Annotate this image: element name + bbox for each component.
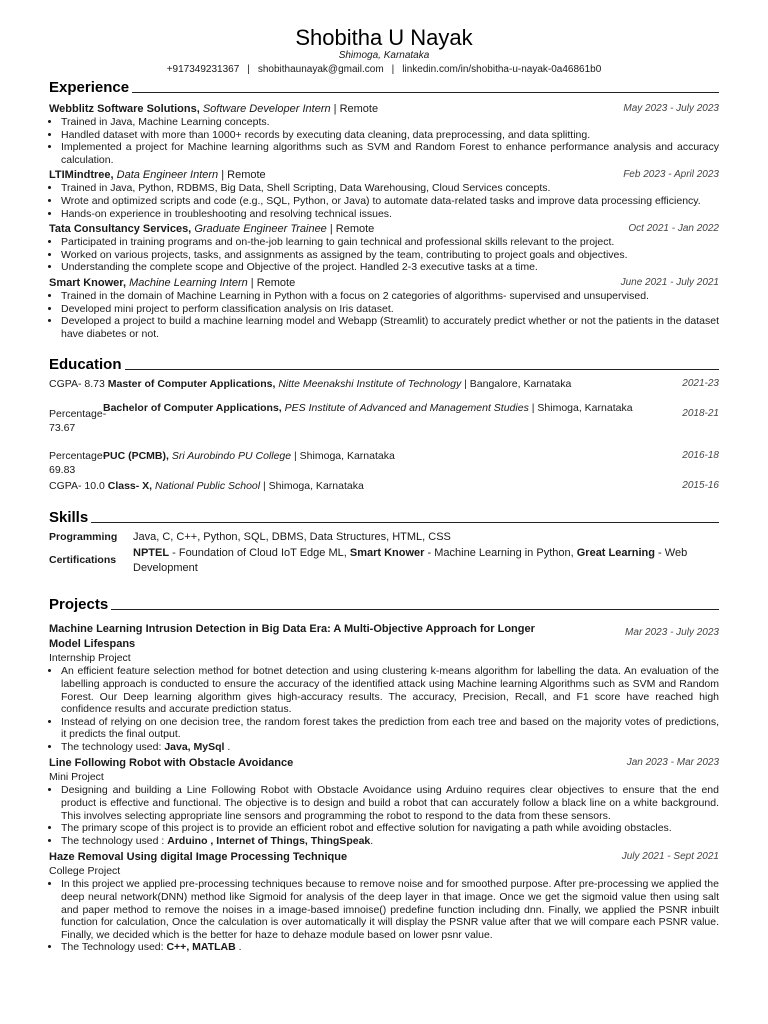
institution-name: National Public School xyxy=(155,480,261,493)
bullet-item: • Wrote and optimized scripts and code (e.g., SQL, Python, or Java) to automate data-related tasks and improve data processing efficiency. xyxy=(61,195,719,208)
bullet-item: • Understanding the complete scope and Objective of the project. Handled 2-3 executive tasks at a time. xyxy=(61,261,719,274)
bullet-list xyxy=(49,236,719,274)
company-name: Tata Consultancy Services, xyxy=(49,223,192,236)
candidate-location: Shimoga, Karnataka xyxy=(338,50,430,61)
section-title: Education xyxy=(49,356,122,374)
company-name: LTIMindtree, xyxy=(49,169,114,182)
bullet-item: • Participated in training programs and on-the-job learning to gain technical and professional skills relevant to the project. xyxy=(61,236,719,249)
education-entry xyxy=(49,377,719,391)
bullet-item: • Developed mini project to perform classification analysis on Iris dataset. xyxy=(61,303,719,316)
candidate-name: Shobitha U Nayak xyxy=(295,25,473,50)
education-heading xyxy=(49,356,719,373)
education-score: Percentage- 69.83 xyxy=(49,450,107,477)
section-title: Skills xyxy=(49,509,89,527)
bullet-list xyxy=(49,878,719,954)
bullet-item: • Implemented a project for Machine learning algorithms such as SVM and Random Forest to enhance performance analysis and accuracy calculation. xyxy=(61,141,719,166)
bullet-list xyxy=(49,116,719,166)
entry-title xyxy=(49,276,295,290)
section-title: Experience xyxy=(49,79,130,96)
education-details xyxy=(49,479,649,493)
degree-name: Class- X, xyxy=(107,480,153,493)
experience-entry xyxy=(49,222,719,274)
project-type: Mini Project xyxy=(49,771,104,784)
section-rule xyxy=(91,522,719,523)
cert-org: Smart Knower xyxy=(349,547,425,560)
work-mode: | Remote xyxy=(221,169,266,182)
tech-label: The Technology used: xyxy=(61,941,164,954)
bullet-list xyxy=(49,665,719,753)
bullet-item: • Trained in Java, Machine Learning concepts. xyxy=(61,116,719,129)
cert-org: Great Learning xyxy=(576,547,655,560)
education-date: 2021-23 xyxy=(682,378,719,390)
skill-values xyxy=(133,546,719,576)
experience-entry xyxy=(49,276,719,340)
project-name: Machine Learning Intrusion Detection in Big Data Era: A Multi-Objective Approach for Longer Model Lifespans xyxy=(49,623,535,651)
education-date: 2016-18 xyxy=(682,450,719,462)
section-rule xyxy=(132,92,719,93)
bullet-item: • Instead of relying on one decision tree, the random forest takes the prediction from each tree and based on the majority votes of predictions, it predicts the final output. xyxy=(61,716,719,741)
education-date: 2015-16 xyxy=(682,480,719,492)
project-type: College Project xyxy=(49,865,121,878)
bullet-item: • Handled dataset with more than 1000+ records by executing data cleaning, data preprocessing, and data splitting. xyxy=(61,129,719,142)
education-entry xyxy=(49,401,719,435)
project-entry xyxy=(49,850,719,954)
bullet-item: • Trained in Java, Python, RDBMS, Big Data, Shell Scripting, Data Warehousing, Cloud Services concepts. xyxy=(61,182,719,195)
bullet-item xyxy=(61,741,719,754)
entry-title xyxy=(49,168,266,182)
education-entry xyxy=(49,479,719,493)
education-score: CGPA- 10.0 xyxy=(49,480,105,493)
bullet-item: • In this project we applied pre-processing techniques because to remove noise and for smoothed purpose. After pre-processing we applied the deep neural network(DNN) method like Sigmoid for analysis of the deep layer in that image. Once we get the sigmoid value then using salt and paper method to remove the noises in a image-based imnoise() predefine function including dnn. Finally, we applied the PSNR inbuilt function for calculation, Once the calculation is over automatically it will display the PSNR value after that we will compare each PSNR value. Finally, we decided which is the better for haze to dehaze module based on lower psnr value. xyxy=(61,878,719,941)
cert-org: NPTEL xyxy=(133,547,170,560)
education-date: 2018-21 xyxy=(682,408,719,420)
resume-page xyxy=(49,0,719,954)
project-name: Haze Removal Using digital Image Processing Technique xyxy=(49,851,348,864)
project-entry xyxy=(49,622,719,753)
bullet-item: • Hands-on experience in troubleshooting and resolving technical issues. xyxy=(61,208,719,221)
institution-name: Sri Aurobindo PU College xyxy=(171,450,292,463)
bullet-item xyxy=(61,835,719,848)
skill-category: Programming xyxy=(49,531,118,544)
entry-title xyxy=(49,102,378,116)
contact-separator: | xyxy=(247,64,250,75)
institution-place: | Shimoga, Karnataka xyxy=(263,480,364,493)
project-name: Line Following Robot with Obstacle Avoidance xyxy=(49,757,294,770)
entry-date: May 2023 - July 2023 xyxy=(623,103,719,114)
tech-stack: C++, MATLAB xyxy=(166,941,236,954)
bullet-item: • Designing and building a Line Following Robot with Obstacle Avoidance using Arduino requires clear objectives to ensure that the end product is effective and functional. The objective is to design and build a robot that can accurately follow a black line on a white background. This involves selecting appropriate line sensors and programming the robot to respond to the data from these sensors. xyxy=(61,784,719,822)
entry-header xyxy=(49,276,719,290)
tech-stack: Java, MySql xyxy=(164,740,225,753)
skill-values: Java, C, C++, Python, SQL, DBMS, Data Structures, HTML, CSS xyxy=(133,531,451,544)
phone-number[interactable]: +917349231367 xyxy=(166,64,240,75)
resume-header xyxy=(49,26,719,76)
education-details xyxy=(103,449,649,477)
company-name: Webblitz Software Solutions, xyxy=(49,103,200,115)
education-score: Percentage- 73.67 xyxy=(49,408,107,435)
skills-certifications xyxy=(49,546,719,576)
bullet-item xyxy=(61,941,719,954)
cert-desc: - Machine Learning in Python, xyxy=(427,547,574,560)
job-role: Graduate Engineer Trainee xyxy=(194,223,327,236)
institution-place: | Shimoga, Karnataka xyxy=(294,450,395,463)
entry-date: Oct 2021 - Jan 2022 xyxy=(628,223,719,235)
institution-name: PES Institute of Advanced and Management Studies xyxy=(284,402,529,415)
cert-desc: - Web Development xyxy=(133,547,688,575)
entry-header xyxy=(49,102,719,116)
project-type: Internship Project xyxy=(49,652,131,665)
experience-entry xyxy=(49,102,719,166)
entry-title xyxy=(49,222,374,236)
entry-header xyxy=(49,850,719,865)
bullet-item: • An efficient feature selection method for botnet detection and using clustering k-means algorithm for labelling the data. An evaluation of the labelling approach is conducted to ensure the accuracy of the identified attack using Machine learning Algorithms such as SVM and Random Forest. Our Deep learning algorithm gives high-accuracy results. The accuracy, Precision, Recall, and F1 score have reached high confidence results and accurate prediction status. xyxy=(61,665,719,715)
tech-end: . xyxy=(370,834,374,847)
institution-name: Nitte Meenakshi Institute of Technology xyxy=(278,378,462,391)
entry-date: Mar 2023 - July 2023 xyxy=(625,627,719,639)
education-score: CGPA- 8.73 xyxy=(49,378,105,391)
experience-heading xyxy=(49,79,719,96)
entry-date: June 2021 - July 2021 xyxy=(620,276,719,288)
tech-end: . xyxy=(227,740,231,753)
job-role: Machine Learning Intern xyxy=(129,276,248,289)
entry-header xyxy=(49,756,719,771)
tech-end: . xyxy=(238,941,242,954)
entry-date: Jan 2023 - Mar 2023 xyxy=(626,757,719,769)
education-entry xyxy=(49,449,719,477)
linkedin-link[interactable]: linkedin.com/in/shobitha-u-nayak-0a46861b0 xyxy=(402,64,602,75)
entry-header xyxy=(49,168,719,182)
cert-desc: - Foundation of Cloud IoT Edge ML, xyxy=(172,547,347,560)
tech-label: The technology used: xyxy=(61,740,162,753)
section-title: Projects xyxy=(49,596,109,614)
entry-date: July 2021 - Sept 2021 xyxy=(621,851,719,863)
tech-label: The technology used : xyxy=(61,834,165,847)
job-role: Software Developer Intern xyxy=(202,103,331,115)
tech-stack: Arduino , Internet of Things, ThingSpeak xyxy=(167,834,371,847)
bullet-list xyxy=(49,182,719,220)
institution-place: | Bangalore, Karnataka xyxy=(464,378,572,391)
bullet-list xyxy=(49,290,719,340)
skills-heading xyxy=(49,509,719,526)
degree-name: PUC (PCMB), xyxy=(103,450,169,463)
entry-date: Feb 2023 - April 2023 xyxy=(623,169,719,181)
project-entry xyxy=(49,756,719,847)
entry-header xyxy=(49,622,719,652)
skills-programming xyxy=(49,530,719,545)
education-details xyxy=(103,401,649,435)
section-rule xyxy=(111,609,719,610)
work-mode: | Remote xyxy=(333,103,379,115)
job-role: Data Engineer Intern xyxy=(116,169,219,182)
bullet-item: • Trained in the domain of Machine Learning in Python with a focus on 2 categories of algorithms- supervised and unsupervised. xyxy=(61,290,719,303)
bullet-item: • Worked on various projects, tasks, and assignments as assigned by the team, contributing to project goals and objectives. xyxy=(61,249,719,262)
contact-separator: | xyxy=(391,64,395,75)
bullet-item: • The primary scope of this project is to provide an efficient robot and effective solution for navigating a path while avoiding obstacles. xyxy=(61,822,719,835)
company-name: Smart Knower, xyxy=(49,276,127,289)
degree-name: Master of Computer Applications, xyxy=(107,378,276,391)
projects-heading xyxy=(49,596,719,613)
entry-header xyxy=(49,222,719,236)
institution-place: | Shimoga, Karnataka xyxy=(531,402,633,415)
section-rule xyxy=(125,369,719,370)
bullet-list xyxy=(49,784,719,847)
work-mode: | Remote xyxy=(250,276,296,289)
degree-name: Bachelor of Computer Applications, xyxy=(103,402,282,415)
email-link[interactable]: shobithaunayak@gmail.com xyxy=(257,64,384,75)
experience-entry xyxy=(49,168,719,220)
contact-line xyxy=(49,63,719,76)
skill-category: Certifications xyxy=(49,554,117,567)
bullet-item: • Developed a project to build a machine learning model and Webapp (Streamlit) to accurately predict whether or not the patients in the dataset have diabetes or not. xyxy=(61,315,719,340)
education-details xyxy=(49,377,649,391)
work-mode: | Remote xyxy=(329,223,375,236)
